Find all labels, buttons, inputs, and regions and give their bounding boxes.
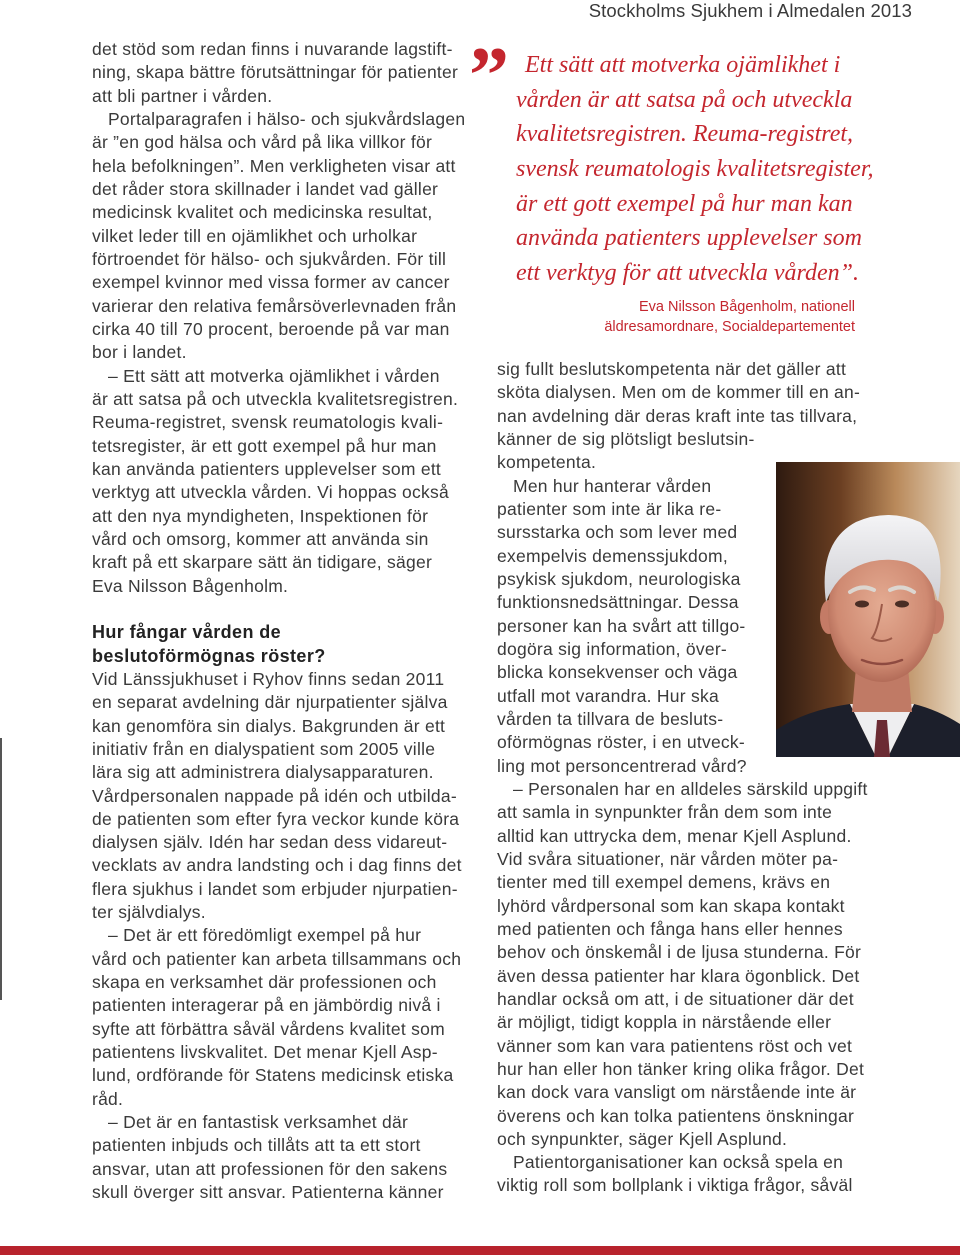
body-text-line: utfall mot varandra. Hur ska [497, 685, 719, 706]
body-text-line: patienten inbjuds och tillåts att ta ett stort [92, 1135, 421, 1156]
body-text-line: psykisk sjukdom, neurologiska [497, 568, 741, 589]
body-text-line: dogöra sig information, över- [497, 638, 727, 659]
pull-quote-attribution-line: Eva Nilsson Bågenholm, nationell [638, 299, 855, 315]
body-text-line: lund, ordförande för Statens medicinsk etiska [92, 1065, 454, 1086]
body-text-line: skull överger sitt ansvar. Patienterna känner [92, 1182, 444, 1203]
portrait-photo [776, 462, 960, 757]
body-text-line: kan dock vara vansligt om närstående inte är [497, 1082, 857, 1103]
body-text-line: handlar också om att, i de situationer där det [497, 988, 854, 1009]
body-text-line: patienter som inte är lika re- [497, 498, 722, 519]
body-text-line: kompetenta. [497, 452, 597, 473]
body-text-line: en separat avdelning där njurpatienter själva [92, 692, 448, 713]
body-text-line: medicinsk kvalitet och medicinska resultat, [92, 202, 433, 223]
body-text-line: är att satsa på och utveckla kvalitetsregistren. [92, 388, 459, 409]
body-text-line: lära sig att administrera dialysapparaturen. [92, 762, 434, 783]
body-text-line: vecklats av andra landsting och i dag finns det [92, 855, 462, 876]
body-text-line: Portalparagrafen i hälso- och sjukvårdslagen [108, 108, 466, 129]
body-text-line: känner de sig plötsligt beslutsin- [497, 428, 755, 449]
body-text-line: ter självdialys. [92, 902, 206, 923]
body-text-line: att bli partner i vården. [92, 85, 273, 106]
bottom-accent-bar [0, 1246, 960, 1255]
pull-quote-line: Ett sätt att motverka ojämlikhet i [525, 52, 841, 78]
running-header: Stockholms Sjukhem i Almedalen 2013 [588, 0, 912, 21]
pull-quote [516, 48, 874, 291]
body-text-line: patienten interagerar på en jämbördig nivå i [92, 995, 441, 1016]
body-text-line: personer kan ha svårt att tillgo- [497, 615, 746, 636]
body-text-line: att samla in synpunkter från dem som inte [497, 802, 833, 823]
pull-quote-line: ett verktyg för att utveckla vården”. [516, 259, 859, 286]
body-text-line: sursstarka och som lever med [497, 522, 738, 543]
body-text-line: skapa en verksamhet där professionen och [92, 972, 437, 993]
body-text-line: cirka 40 till 70 procent, beroende på var man [92, 318, 450, 339]
body-text-line: – Ett sätt att motverka ojämlikhet i vården [108, 365, 440, 386]
body-text-line: bor i landet. [92, 342, 187, 363]
body-text-line: hela befolkningen”. Men verkligheten visar att [92, 155, 456, 176]
body-text-line: vård och omsorg, kommer att använda sin [92, 528, 429, 549]
body-text-line: Eva Nilsson Bågenholm. [92, 575, 289, 596]
body-text-line: vilket leder till en ojämlikhet och urholkar [92, 225, 418, 246]
body-text-line: även dessa patienter har klara ögonblick. Det [497, 965, 860, 986]
pull-quote-line: är ett gott exempel på hur man kan [516, 190, 853, 217]
body-text-line: alltid kan uttrycka dem, menar Kjell Asplund. [497, 825, 852, 846]
body-text-line: verktyg att utveckla vården. Vi hoppas också [92, 482, 449, 503]
scan-edge-line [0, 738, 2, 1000]
body-text-line: tetsregister, är ett gott exempel på hur man [92, 435, 437, 456]
body-text-line: Reuma-registret, svensk reumatologis kvali- [92, 412, 444, 433]
quote-mark: ” [469, 32, 509, 120]
body-text-line: sköta dialysen. Men om de kommer till en an- [497, 382, 861, 403]
body-text-line: det råder stora skillnader i landet vad gäller [92, 178, 439, 199]
body-text-line: Men hur hanterar vården [513, 475, 712, 496]
left-text-column [92, 38, 465, 1204]
body-text-line: kan genomföra sin dialys. Bakgrunden är ett [92, 715, 446, 736]
body-text-line: vården ta tillvara de besluts- [497, 708, 724, 729]
body-text-line: – Det är en fantastisk verksamhet där [108, 1112, 409, 1133]
body-text-line: exempel kvinnor med vissa former av cancer [92, 272, 450, 293]
body-text-line: funktionsnedsättningar. Dessa [497, 592, 739, 613]
pull-quote-line: vården är att satsa på och utveckla [516, 86, 853, 113]
paragraph-spacer [92, 598, 465, 621]
body-text-line: det stöd som redan finns i nuvarande lagstift- [92, 39, 453, 59]
body-text-line: vänner som kan vara patientens röst och vet [497, 1035, 853, 1056]
body-text-line: Vid Länssjukhuset i Ryhov finns sedan 2011 [92, 668, 445, 689]
pull-quote-line: svensk reumatologis kvalitetsregister, [516, 155, 874, 182]
body-text-line: varierar den relativa femårsöverlevnaden från [92, 295, 457, 316]
body-text-line: hur han eller hon tänker kring olika frågor. Det [497, 1058, 865, 1079]
body-text-line: syfte att förbättra såväl vårdens kvalitet som [92, 1018, 445, 1039]
section-heading-line: Hur fångar vården de [92, 622, 282, 643]
pull-quote-line: kvalitetsregistren. Reuma-registret, [516, 121, 854, 148]
body-text-line: lyhörd vårdpersonal som kan skapa kontakt [497, 895, 845, 916]
body-text-line: blicka konsekvenser och väga [497, 662, 738, 683]
body-text-line: oförmögnas röster, i en utveck- [497, 732, 745, 753]
body-text-line: kraft på ett skarpare sätt än tidigare, säger [92, 552, 433, 573]
body-text-line: kan använda patienters upplevelser som ett [92, 458, 442, 479]
body-text-line: initiativ från en dialyspatient som 2005 ville [92, 738, 436, 759]
pull-quote-line: använda patienters upplevelser som [516, 225, 862, 252]
body-text-line: sig fullt beslutskompetenta när det gäller att [497, 359, 847, 379]
section-heading-line: beslutoförmögnas röster? [92, 645, 326, 666]
body-text-line: Vid svåra situationer, när vården möter pa- [497, 848, 839, 869]
body-text-line: flera sjukhus i landet som erbjuder njurpatien- [92, 878, 458, 899]
pull-quote-attribution [604, 298, 855, 337]
body-text-line: viktig roll som bollplank i viktiga frågor, såväl [497, 1175, 853, 1196]
body-text-line: ansvar, utan att professionen för den sakens [92, 1158, 448, 1179]
body-text-line: råd. [92, 1088, 124, 1109]
body-text-line: att den nya myndigheten, Inspektionen för [92, 505, 429, 526]
body-text-line: är möjligt, tidigt koppla in närstående eller [497, 1012, 832, 1033]
body-text-line: förtroendet för hälso- och sjukvården. För till [92, 248, 447, 269]
body-text-line: Patientorganisationer kan också spela en [513, 1152, 844, 1173]
body-text-line: – Personalen har en alldeles särskild uppgift [513, 778, 868, 799]
pull-quote-attribution-line: äldresamordnare, Socialdepartementet [604, 318, 855, 335]
body-text-line: överens och kan tolka patientens önskningar [497, 1105, 855, 1126]
body-text-line: nan avdelning där deras kraft inte tas tillvara, [497, 405, 858, 426]
body-text-line: och synpunkter, säger Kjell Asplund. [497, 1128, 788, 1149]
body-text-line: är ”en god hälsa och vård på lika villkor för [92, 132, 433, 153]
body-text-line: Vårdpersonalen nappade på idén och utbilda- [92, 785, 457, 806]
body-text-line: dialysen själv. Idén har sedan dess vidareut- [92, 832, 448, 853]
body-text-line: – Det är ett föredömligt exempel på hur [108, 925, 422, 946]
body-text-line: behov och önskemål i de ljusa stunderna. För [497, 942, 862, 963]
body-text-line: ning, skapa bättre förutsättningar för patienter [92, 62, 459, 83]
body-text-line: patientens livskvalitet. Det menar Kjell Asp- [92, 1042, 438, 1063]
body-text-line: vård och patienter kan arbeta tillsammans och [92, 948, 462, 969]
body-text-line: exempelvis demenssjukdom, [497, 545, 728, 566]
body-text-line: ling mot personcentrerad vård? [497, 755, 747, 776]
body-text-line: tienter med till exempel demens, krävs en [497, 872, 831, 893]
body-text-line: de patienten som efter fyra veckor kunde köra [92, 808, 460, 829]
body-text-line: med patienten och fånga hans eller hennes [497, 918, 843, 939]
